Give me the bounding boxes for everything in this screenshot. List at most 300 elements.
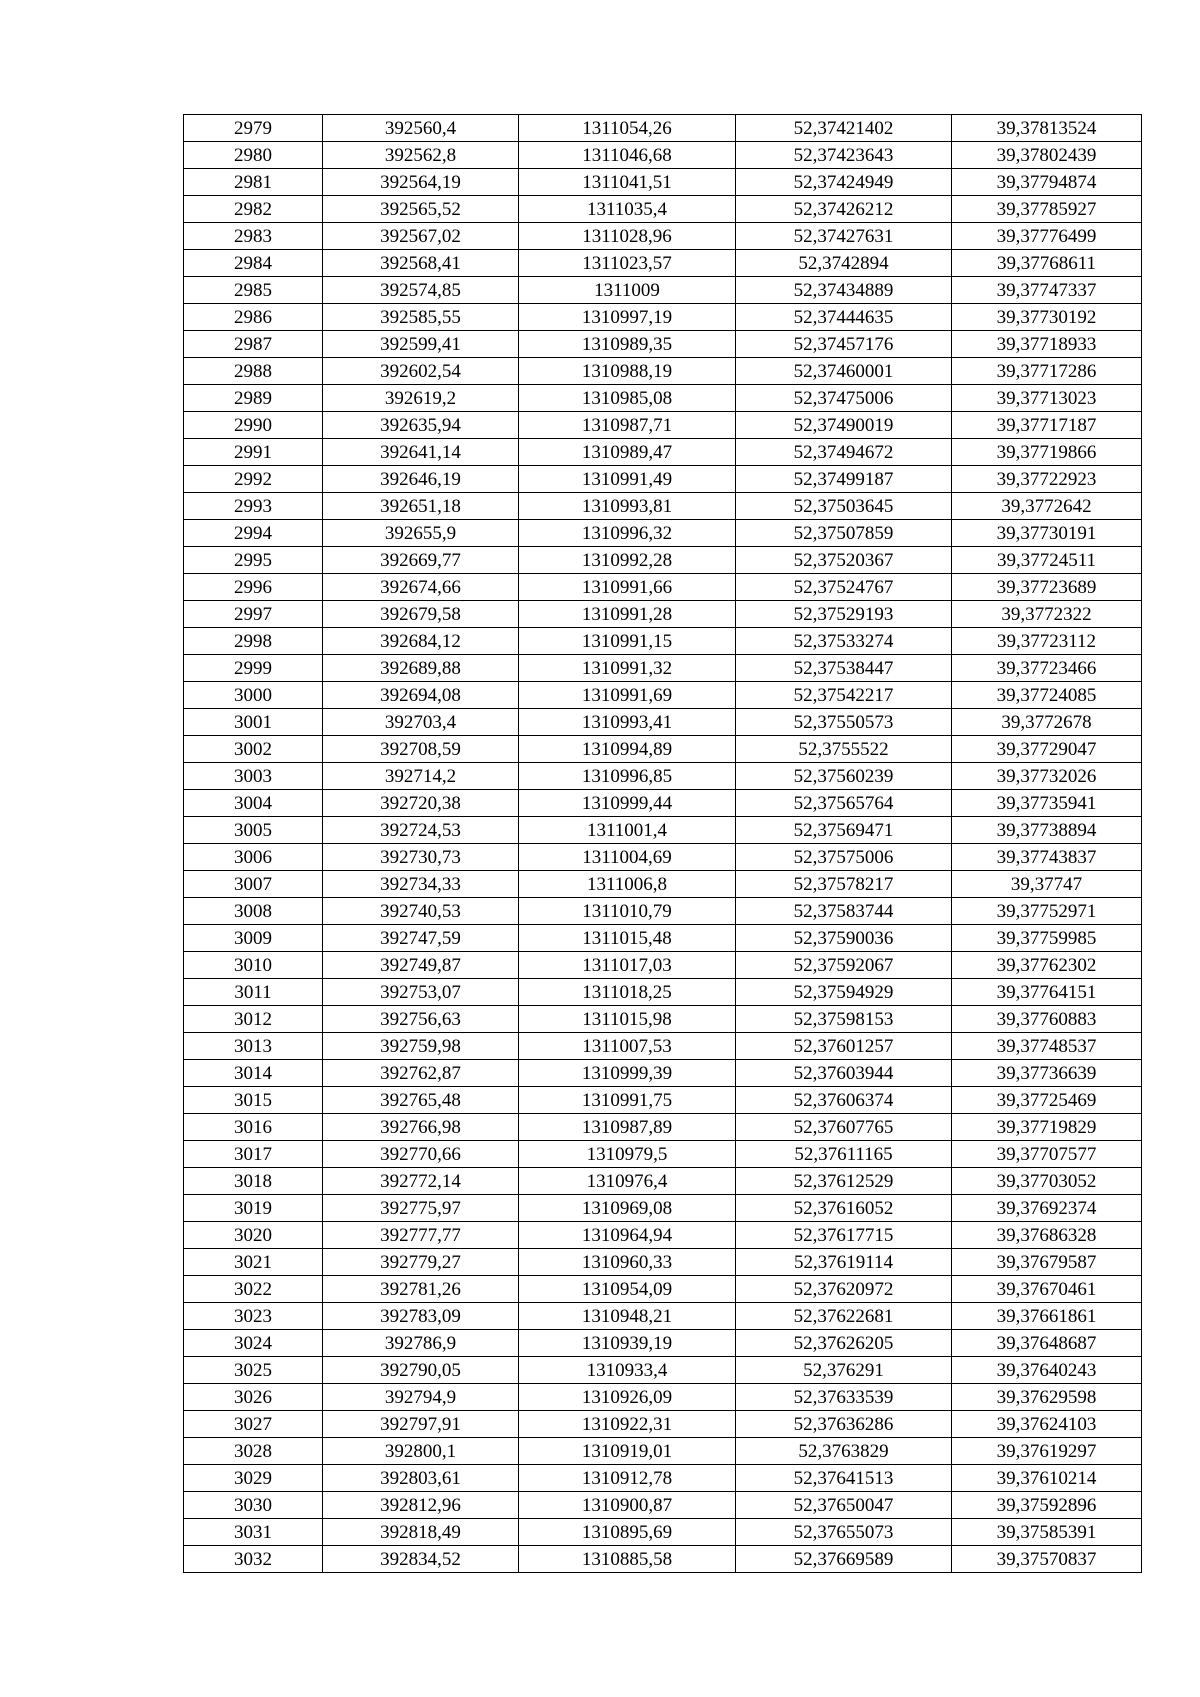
table-row (184, 682, 1142, 709)
y-coordinate-cell: 1310960,33 (519, 1249, 736, 1276)
y-coordinate-cell: 1310991,32 (519, 655, 736, 682)
table-row (184, 1438, 1142, 1465)
point-number-cell: 3015 (184, 1087, 323, 1114)
x-coordinate-cell: 392674,66 (323, 574, 519, 601)
table-row (184, 304, 1142, 331)
x-coordinate-cell: 392797,91 (323, 1411, 519, 1438)
latitude-cell: 52,37426212 (736, 196, 952, 223)
y-coordinate-cell: 1311023,57 (519, 250, 736, 277)
point-number-cell: 2997 (184, 601, 323, 628)
latitude-cell: 52,376291 (736, 1357, 952, 1384)
table-row (184, 1492, 1142, 1519)
point-number-cell: 3004 (184, 790, 323, 817)
y-coordinate-cell: 1311018,25 (519, 979, 736, 1006)
point-number-cell: 3021 (184, 1249, 323, 1276)
x-coordinate-cell: 392720,38 (323, 790, 519, 817)
x-coordinate-cell: 392565,52 (323, 196, 519, 223)
x-coordinate-cell: 392749,87 (323, 952, 519, 979)
y-coordinate-cell: 1311054,26 (519, 115, 736, 142)
table-row (184, 358, 1142, 385)
y-coordinate-cell: 1310999,39 (519, 1060, 736, 1087)
x-coordinate-cell: 392734,33 (323, 871, 519, 898)
y-coordinate-cell: 1310989,47 (519, 439, 736, 466)
point-number-cell: 3031 (184, 1519, 323, 1546)
longitude-cell: 39,37723466 (952, 655, 1142, 682)
longitude-cell: 39,3772678 (952, 709, 1142, 736)
latitude-cell: 52,37617715 (736, 1222, 952, 1249)
latitude-cell: 52,37520367 (736, 547, 952, 574)
latitude-cell: 52,37424949 (736, 169, 952, 196)
table-row (184, 871, 1142, 898)
x-coordinate-cell: 392562,8 (323, 142, 519, 169)
y-coordinate-cell: 1310919,01 (519, 1438, 736, 1465)
point-number-cell: 3026 (184, 1384, 323, 1411)
point-number-cell: 3025 (184, 1357, 323, 1384)
table-row (184, 1330, 1142, 1357)
x-coordinate-cell: 392567,02 (323, 223, 519, 250)
x-coordinate-cell: 392564,19 (323, 169, 519, 196)
point-number-cell: 3023 (184, 1303, 323, 1330)
latitude-cell: 52,37641513 (736, 1465, 952, 1492)
longitude-cell: 39,37570837 (952, 1546, 1142, 1573)
x-coordinate-cell: 392800,1 (323, 1438, 519, 1465)
y-coordinate-cell: 1311004,69 (519, 844, 736, 871)
latitude-cell: 52,37601257 (736, 1033, 952, 1060)
point-number-cell: 2991 (184, 439, 323, 466)
point-number-cell: 3022 (184, 1276, 323, 1303)
x-coordinate-cell: 392794,9 (323, 1384, 519, 1411)
y-coordinate-cell: 1311035,4 (519, 196, 736, 223)
latitude-cell: 52,37592067 (736, 952, 952, 979)
y-coordinate-cell: 1310992,28 (519, 547, 736, 574)
latitude-cell: 52,37533274 (736, 628, 952, 655)
y-coordinate-cell: 1310895,69 (519, 1519, 736, 1546)
table-row (184, 1276, 1142, 1303)
point-number-cell: 3032 (184, 1546, 323, 1573)
table-row (184, 1114, 1142, 1141)
latitude-cell: 52,37603944 (736, 1060, 952, 1087)
latitude-cell: 52,37669589 (736, 1546, 952, 1573)
table-row (184, 574, 1142, 601)
x-coordinate-cell: 392775,97 (323, 1195, 519, 1222)
x-coordinate-cell: 392602,54 (323, 358, 519, 385)
x-coordinate-cell: 392766,98 (323, 1114, 519, 1141)
y-coordinate-cell: 1310948,21 (519, 1303, 736, 1330)
point-number-cell: 2983 (184, 223, 323, 250)
point-number-cell: 3012 (184, 1006, 323, 1033)
longitude-cell: 39,37610214 (952, 1465, 1142, 1492)
y-coordinate-cell: 1310979,5 (519, 1141, 736, 1168)
latitude-cell: 52,37590036 (736, 925, 952, 952)
point-number-cell: 2994 (184, 520, 323, 547)
y-coordinate-cell: 1310969,08 (519, 1195, 736, 1222)
x-coordinate-cell: 392724,53 (323, 817, 519, 844)
point-number-cell: 2980 (184, 142, 323, 169)
point-number-cell: 3017 (184, 1141, 323, 1168)
point-number-cell: 2981 (184, 169, 323, 196)
longitude-cell: 39,37736639 (952, 1060, 1142, 1087)
table-row (184, 1087, 1142, 1114)
x-coordinate-cell: 392730,73 (323, 844, 519, 871)
x-coordinate-cell: 392803,61 (323, 1465, 519, 1492)
longitude-cell: 39,37760883 (952, 1006, 1142, 1033)
point-number-cell: 2986 (184, 304, 323, 331)
y-coordinate-cell: 1310964,94 (519, 1222, 736, 1249)
x-coordinate-cell: 392812,96 (323, 1492, 519, 1519)
table-row (184, 925, 1142, 952)
table-row (184, 1411, 1142, 1438)
x-coordinate-cell: 392740,53 (323, 898, 519, 925)
longitude-cell: 39,37729047 (952, 736, 1142, 763)
latitude-cell: 52,37598153 (736, 1006, 952, 1033)
table-row (184, 169, 1142, 196)
point-number-cell: 2998 (184, 628, 323, 655)
coordinates-table (183, 114, 1142, 1573)
x-coordinate-cell: 392786,9 (323, 1330, 519, 1357)
longitude-cell: 39,37592896 (952, 1492, 1142, 1519)
point-number-cell: 2993 (184, 493, 323, 520)
y-coordinate-cell: 1310996,32 (519, 520, 736, 547)
x-coordinate-cell: 392765,48 (323, 1087, 519, 1114)
x-coordinate-cell: 392753,07 (323, 979, 519, 1006)
latitude-cell: 52,37578217 (736, 871, 952, 898)
point-number-cell: 2996 (184, 574, 323, 601)
x-coordinate-cell: 392756,63 (323, 1006, 519, 1033)
longitude-cell: 39,37723112 (952, 628, 1142, 655)
table-row (184, 1060, 1142, 1087)
point-number-cell: 2987 (184, 331, 323, 358)
x-coordinate-cell: 392568,41 (323, 250, 519, 277)
x-coordinate-cell: 392684,12 (323, 628, 519, 655)
y-coordinate-cell: 1311028,96 (519, 223, 736, 250)
longitude-cell: 39,37713023 (952, 385, 1142, 412)
y-coordinate-cell: 1310954,09 (519, 1276, 736, 1303)
y-coordinate-cell: 1310900,87 (519, 1492, 736, 1519)
latitude-cell: 52,37616052 (736, 1195, 952, 1222)
x-coordinate-cell: 392619,2 (323, 385, 519, 412)
longitude-cell: 39,37730191 (952, 520, 1142, 547)
y-coordinate-cell: 1310991,49 (519, 466, 736, 493)
x-coordinate-cell: 392770,66 (323, 1141, 519, 1168)
x-coordinate-cell: 392762,87 (323, 1060, 519, 1087)
longitude-cell: 39,37764151 (952, 979, 1142, 1006)
latitude-cell: 52,3755522 (736, 736, 952, 763)
y-coordinate-cell: 1311001,4 (519, 817, 736, 844)
table-row (184, 277, 1142, 304)
y-coordinate-cell: 1310988,19 (519, 358, 736, 385)
y-coordinate-cell: 1310991,75 (519, 1087, 736, 1114)
table-row (184, 115, 1142, 142)
table-row (184, 628, 1142, 655)
longitude-cell: 39,37703052 (952, 1168, 1142, 1195)
table-row (184, 196, 1142, 223)
x-coordinate-cell: 392669,77 (323, 547, 519, 574)
point-number-cell: 2988 (184, 358, 323, 385)
y-coordinate-cell: 1310991,15 (519, 628, 736, 655)
longitude-cell: 39,37648687 (952, 1330, 1142, 1357)
longitude-cell: 39,37679587 (952, 1249, 1142, 1276)
x-coordinate-cell: 392777,77 (323, 1222, 519, 1249)
longitude-cell: 39,37717187 (952, 412, 1142, 439)
y-coordinate-cell: 1310994,89 (519, 736, 736, 763)
point-number-cell: 2989 (184, 385, 323, 412)
y-coordinate-cell: 1310933,4 (519, 1357, 736, 1384)
x-coordinate-cell: 392783,09 (323, 1303, 519, 1330)
table-row (184, 1303, 1142, 1330)
longitude-cell: 39,37735941 (952, 790, 1142, 817)
y-coordinate-cell: 1311046,68 (519, 142, 736, 169)
y-coordinate-cell: 1310912,78 (519, 1465, 736, 1492)
latitude-cell: 52,37612529 (736, 1168, 952, 1195)
latitude-cell: 52,3763829 (736, 1438, 952, 1465)
latitude-cell: 52,37529193 (736, 601, 952, 628)
x-coordinate-cell: 392574,85 (323, 277, 519, 304)
point-number-cell: 3016 (184, 1114, 323, 1141)
y-coordinate-cell: 1311041,51 (519, 169, 736, 196)
point-number-cell: 3001 (184, 709, 323, 736)
point-number-cell: 3007 (184, 871, 323, 898)
y-coordinate-cell: 1310885,58 (519, 1546, 736, 1573)
longitude-cell: 39,3772642 (952, 493, 1142, 520)
longitude-cell: 39,37738894 (952, 817, 1142, 844)
table-row (184, 979, 1142, 1006)
latitude-cell: 52,37565764 (736, 790, 952, 817)
point-number-cell: 3008 (184, 898, 323, 925)
longitude-cell: 39,37686328 (952, 1222, 1142, 1249)
longitude-cell: 39,37759985 (952, 925, 1142, 952)
table-row (184, 547, 1142, 574)
y-coordinate-cell: 1310991,66 (519, 574, 736, 601)
x-coordinate-cell: 392714,2 (323, 763, 519, 790)
point-number-cell: 3020 (184, 1222, 323, 1249)
y-coordinate-cell: 1310991,69 (519, 682, 736, 709)
table-row (184, 1195, 1142, 1222)
y-coordinate-cell: 1310987,89 (519, 1114, 736, 1141)
longitude-cell: 39,37747 (952, 871, 1142, 898)
y-coordinate-cell: 1311007,53 (519, 1033, 736, 1060)
point-number-cell: 2990 (184, 412, 323, 439)
table-row (184, 1519, 1142, 1546)
table-row (184, 736, 1142, 763)
point-number-cell: 3019 (184, 1195, 323, 1222)
x-coordinate-cell: 392781,26 (323, 1276, 519, 1303)
point-number-cell: 3013 (184, 1033, 323, 1060)
longitude-cell: 39,37813524 (952, 115, 1142, 142)
point-number-cell: 2982 (184, 196, 323, 223)
y-coordinate-cell: 1310926,09 (519, 1384, 736, 1411)
latitude-cell: 52,37494672 (736, 439, 952, 466)
table-row (184, 709, 1142, 736)
table-row (184, 1384, 1142, 1411)
longitude-cell: 39,37722923 (952, 466, 1142, 493)
x-coordinate-cell: 392689,88 (323, 655, 519, 682)
point-number-cell: 3018 (184, 1168, 323, 1195)
latitude-cell: 52,37457176 (736, 331, 952, 358)
point-number-cell: 3028 (184, 1438, 323, 1465)
x-coordinate-cell: 392834,52 (323, 1546, 519, 1573)
latitude-cell: 52,37503645 (736, 493, 952, 520)
longitude-cell: 39,37723689 (952, 574, 1142, 601)
latitude-cell: 52,37423643 (736, 142, 952, 169)
latitude-cell: 52,37650047 (736, 1492, 952, 1519)
point-number-cell: 3006 (184, 844, 323, 871)
x-coordinate-cell: 392790,05 (323, 1357, 519, 1384)
latitude-cell: 52,37499187 (736, 466, 952, 493)
point-number-cell: 3027 (184, 1411, 323, 1438)
point-number-cell: 3009 (184, 925, 323, 952)
table-row (184, 466, 1142, 493)
latitude-cell: 52,37575006 (736, 844, 952, 871)
latitude-cell: 52,37560239 (736, 763, 952, 790)
longitude-cell: 39,37670461 (952, 1276, 1142, 1303)
latitude-cell: 52,37490019 (736, 412, 952, 439)
y-coordinate-cell: 1311009 (519, 277, 736, 304)
table-row (184, 601, 1142, 628)
x-coordinate-cell: 392679,58 (323, 601, 519, 628)
latitude-cell: 52,37524767 (736, 574, 952, 601)
latitude-cell: 52,37569471 (736, 817, 952, 844)
latitude-cell: 52,37434889 (736, 277, 952, 304)
y-coordinate-cell: 1310939,19 (519, 1330, 736, 1357)
latitude-cell: 52,37622681 (736, 1303, 952, 1330)
y-coordinate-cell: 1311017,03 (519, 952, 736, 979)
longitude-cell: 39,37768611 (952, 250, 1142, 277)
table-row (184, 520, 1142, 547)
table-row (184, 1141, 1142, 1168)
table-row (184, 1546, 1142, 1573)
table-row (184, 844, 1142, 871)
x-coordinate-cell: 392759,98 (323, 1033, 519, 1060)
latitude-cell: 52,37619114 (736, 1249, 952, 1276)
longitude-cell: 39,37802439 (952, 142, 1142, 169)
table-row (184, 790, 1142, 817)
table-row (184, 1006, 1142, 1033)
longitude-cell: 39,37724085 (952, 682, 1142, 709)
point-number-cell: 2999 (184, 655, 323, 682)
table-row (184, 817, 1142, 844)
latitude-cell: 52,3742894 (736, 250, 952, 277)
longitude-cell: 39,37732026 (952, 763, 1142, 790)
longitude-cell: 39,37629598 (952, 1384, 1142, 1411)
table-row (184, 1033, 1142, 1060)
y-coordinate-cell: 1311010,79 (519, 898, 736, 925)
point-number-cell: 3002 (184, 736, 323, 763)
point-number-cell: 2995 (184, 547, 323, 574)
latitude-cell: 52,37620972 (736, 1276, 952, 1303)
longitude-cell: 39,37719829 (952, 1114, 1142, 1141)
latitude-cell: 52,37444635 (736, 304, 952, 331)
table-row (184, 412, 1142, 439)
latitude-cell: 52,37607765 (736, 1114, 952, 1141)
latitude-cell: 52,37626205 (736, 1330, 952, 1357)
table-row (184, 1465, 1142, 1492)
y-coordinate-cell: 1310989,35 (519, 331, 736, 358)
point-number-cell: 3000 (184, 682, 323, 709)
latitude-cell: 52,37583744 (736, 898, 952, 925)
x-coordinate-cell: 392818,49 (323, 1519, 519, 1546)
y-coordinate-cell: 1310976,4 (519, 1168, 736, 1195)
x-coordinate-cell: 392708,59 (323, 736, 519, 763)
latitude-cell: 52,37475006 (736, 385, 952, 412)
table-row (184, 898, 1142, 925)
y-coordinate-cell: 1310996,85 (519, 763, 736, 790)
x-coordinate-cell: 392585,55 (323, 304, 519, 331)
y-coordinate-cell: 1311015,48 (519, 925, 736, 952)
longitude-cell: 39,37725469 (952, 1087, 1142, 1114)
longitude-cell: 39,37724511 (952, 547, 1142, 574)
longitude-cell: 39,3772322 (952, 601, 1142, 628)
x-coordinate-cell: 392772,14 (323, 1168, 519, 1195)
point-number-cell: 2979 (184, 115, 323, 142)
latitude-cell: 52,37606374 (736, 1087, 952, 1114)
x-coordinate-cell: 392560,4 (323, 115, 519, 142)
longitude-cell: 39,37718933 (952, 331, 1142, 358)
latitude-cell: 52,37611165 (736, 1141, 952, 1168)
table-row (184, 763, 1142, 790)
y-coordinate-cell: 1310993,41 (519, 709, 736, 736)
latitude-cell: 52,37636286 (736, 1411, 952, 1438)
point-number-cell: 3010 (184, 952, 323, 979)
table-row (184, 655, 1142, 682)
y-coordinate-cell: 1310999,44 (519, 790, 736, 817)
y-coordinate-cell: 1310987,71 (519, 412, 736, 439)
table-row (184, 250, 1142, 277)
table-row (184, 385, 1142, 412)
longitude-cell: 39,37719866 (952, 439, 1142, 466)
y-coordinate-cell: 1310997,19 (519, 304, 736, 331)
y-coordinate-cell: 1310985,08 (519, 385, 736, 412)
x-coordinate-cell: 392747,59 (323, 925, 519, 952)
latitude-cell: 52,37542217 (736, 682, 952, 709)
latitude-cell: 52,37594929 (736, 979, 952, 1006)
table-row (184, 142, 1142, 169)
point-number-cell: 3014 (184, 1060, 323, 1087)
x-coordinate-cell: 392703,4 (323, 709, 519, 736)
x-coordinate-cell: 392779,27 (323, 1249, 519, 1276)
latitude-cell: 52,37421402 (736, 115, 952, 142)
table-row (184, 331, 1142, 358)
longitude-cell: 39,37748537 (952, 1033, 1142, 1060)
longitude-cell: 39,37624103 (952, 1411, 1142, 1438)
x-coordinate-cell: 392646,19 (323, 466, 519, 493)
x-coordinate-cell: 392635,94 (323, 412, 519, 439)
y-coordinate-cell: 1310922,31 (519, 1411, 736, 1438)
latitude-cell: 52,37633539 (736, 1384, 952, 1411)
longitude-cell: 39,37707577 (952, 1141, 1142, 1168)
longitude-cell: 39,37717286 (952, 358, 1142, 385)
table-row (184, 1357, 1142, 1384)
table-row (184, 952, 1142, 979)
latitude-cell: 52,37655073 (736, 1519, 952, 1546)
latitude-cell: 52,37550573 (736, 709, 952, 736)
point-number-cell: 3005 (184, 817, 323, 844)
point-number-cell: 3011 (184, 979, 323, 1006)
longitude-cell: 39,37585391 (952, 1519, 1142, 1546)
latitude-cell: 52,37427631 (736, 223, 952, 250)
table-row (184, 1249, 1142, 1276)
point-number-cell: 2985 (184, 277, 323, 304)
x-coordinate-cell: 392694,08 (323, 682, 519, 709)
longitude-cell: 39,37776499 (952, 223, 1142, 250)
table-row (184, 1222, 1142, 1249)
x-coordinate-cell: 392651,18 (323, 493, 519, 520)
table-row (184, 493, 1142, 520)
longitude-cell: 39,37661861 (952, 1303, 1142, 1330)
x-coordinate-cell: 392641,14 (323, 439, 519, 466)
table-row (184, 439, 1142, 466)
longitude-cell: 39,37794874 (952, 169, 1142, 196)
point-number-cell: 2992 (184, 466, 323, 493)
